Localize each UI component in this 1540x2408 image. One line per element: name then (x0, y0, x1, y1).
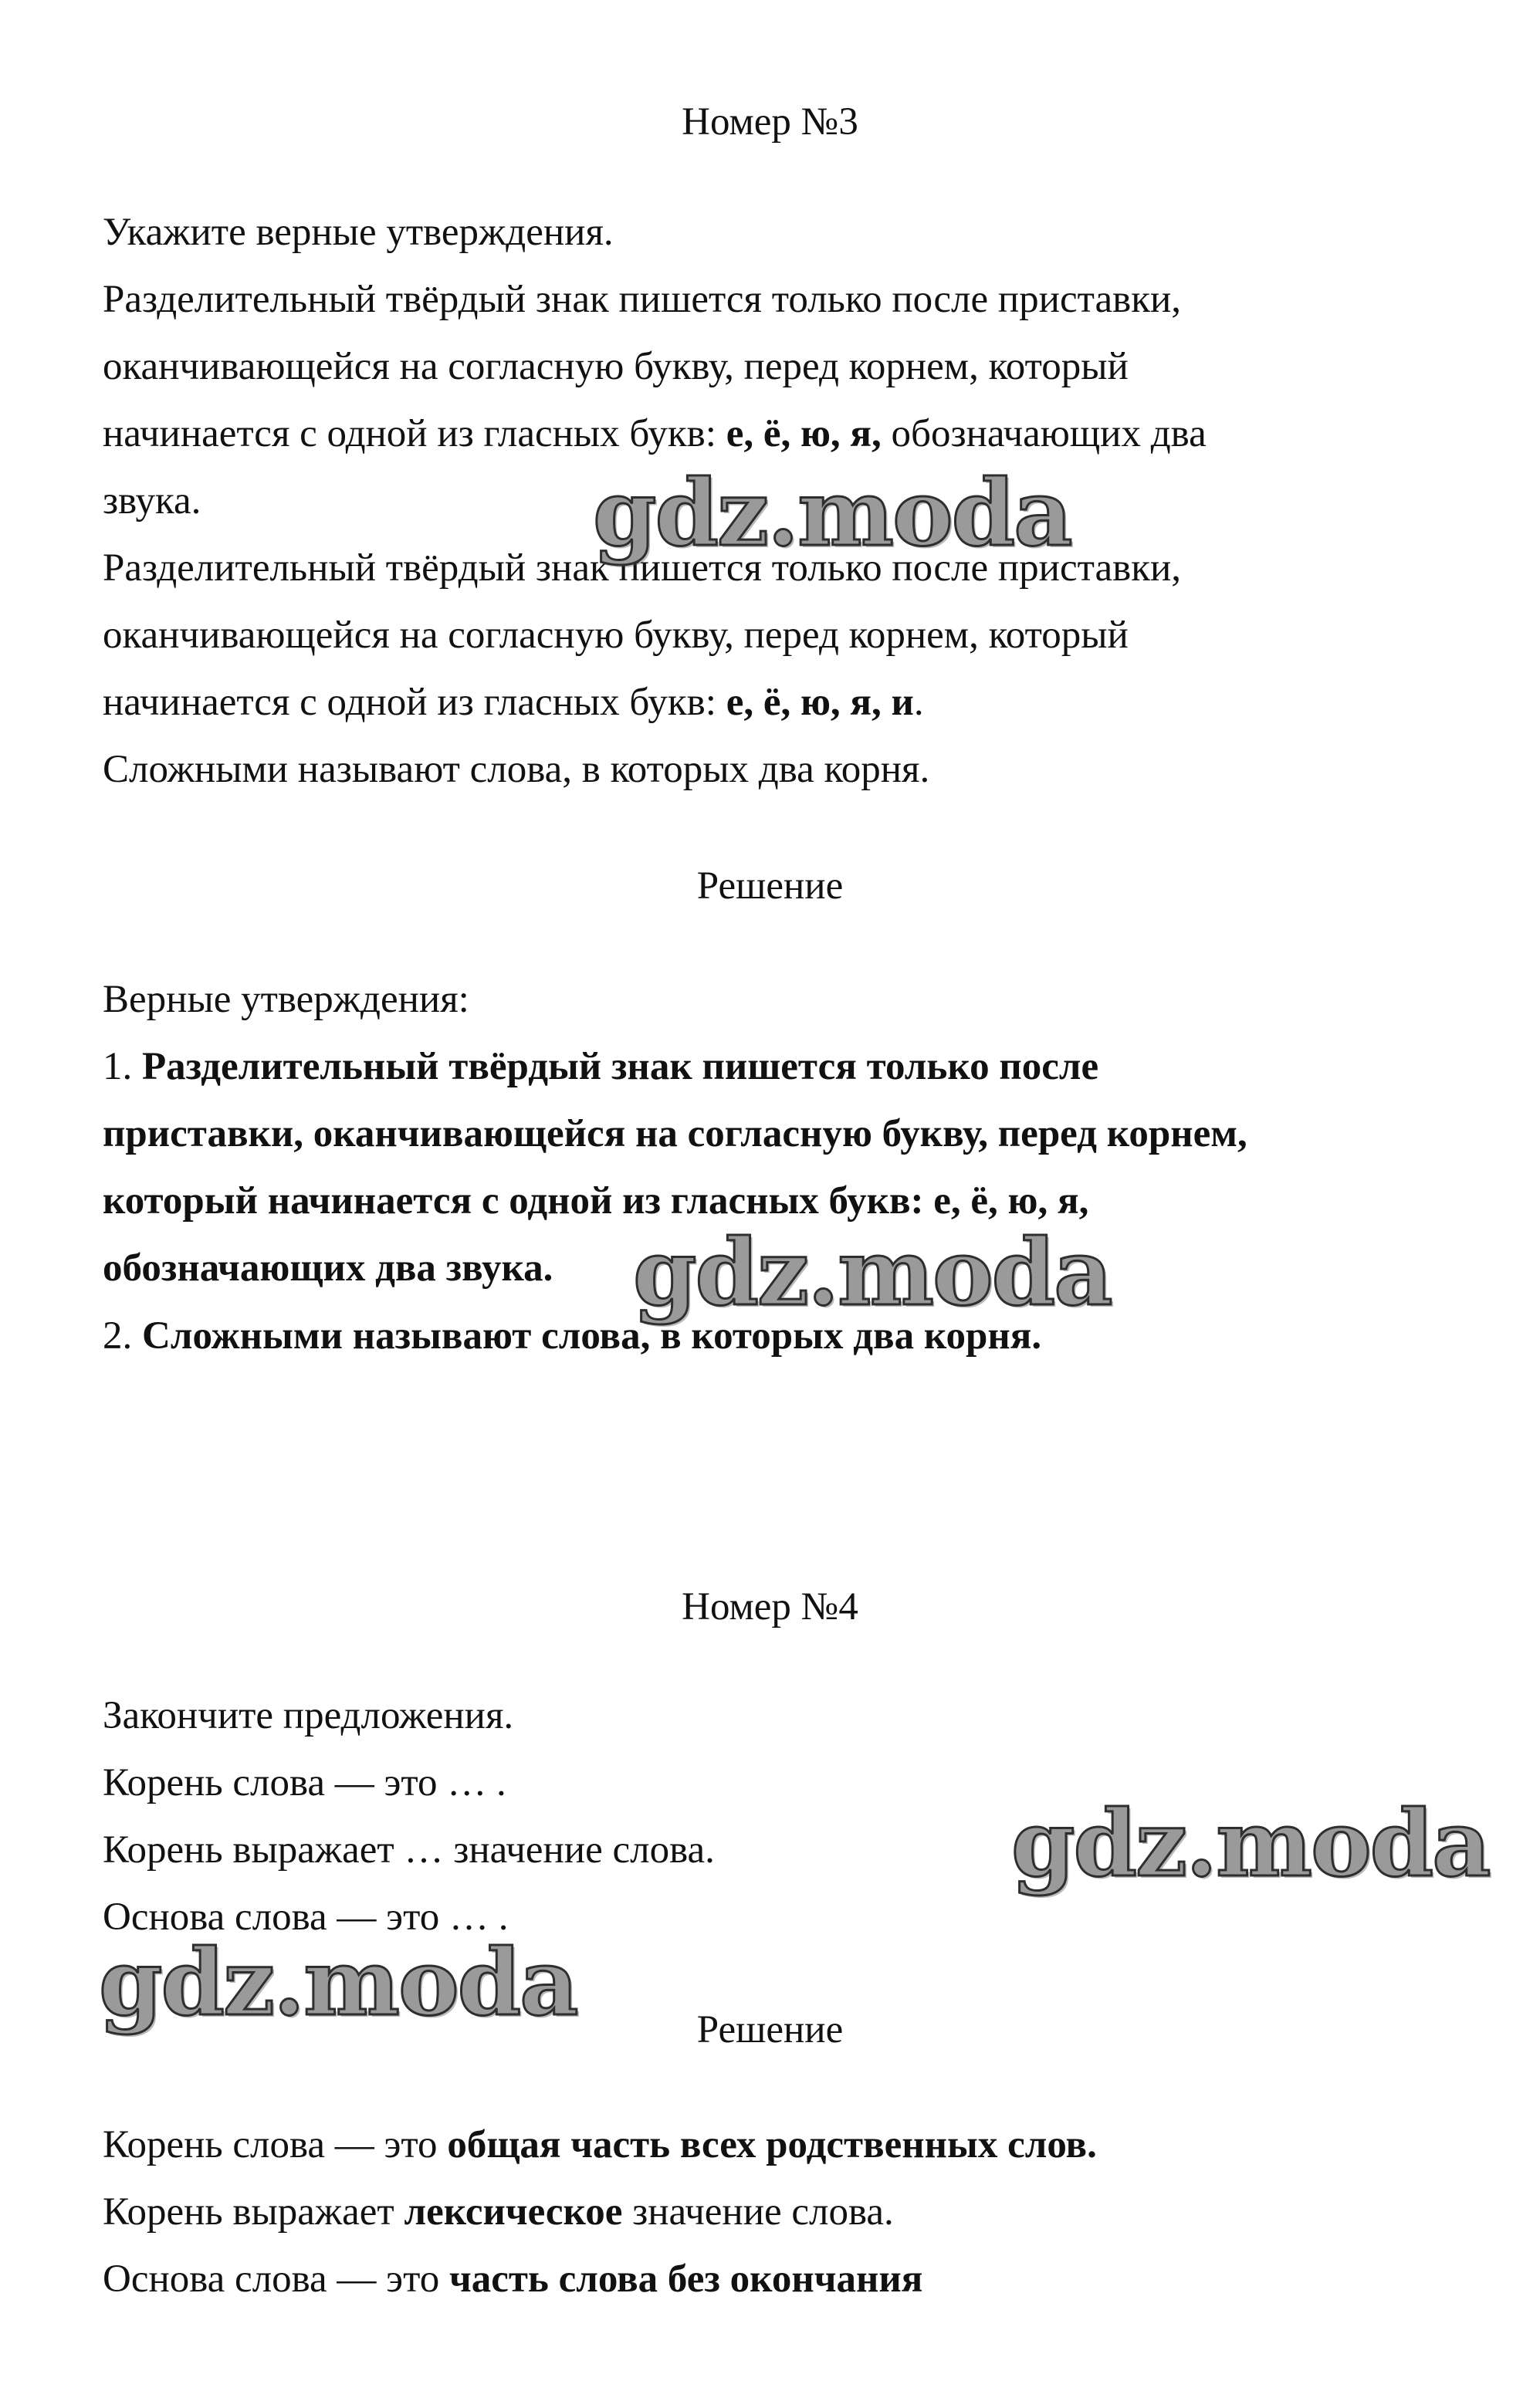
task4-answer1: Корень слова — это общая часть всех родственных слов. (103, 2123, 1097, 2166)
statement1-line3: начинается с одной из гласных букв: е, ё, ю, я, обозначающих два (103, 412, 1207, 455)
statement1-line1: Разделительный твёрдый знак пишется только после приставки, (103, 278, 1182, 321)
answer1-line1: 1. Разделительный твёрдый знак пишется только после (103, 1045, 1099, 1088)
answer1-line3: который начинается с одной из гласных букв: е, ё, ю, я, (103, 1179, 1089, 1223)
task4-question2: Корень выражает … значение слова. (103, 1828, 715, 1872)
watermark-logo: gdz.moda (1011, 1790, 1490, 1897)
watermark-logo: gdz.moda (99, 1929, 577, 2036)
task3-title: Номер №3 (682, 100, 858, 144)
watermark-logo: gdz.moda (593, 459, 1071, 566)
statement1-line2: оканчивающейся на согласную букву, перед корнем, который (103, 345, 1129, 388)
statement2-line1: Разделительный твёрдый знак пишется только после приставки, (103, 546, 1182, 590)
statement3: Сложными называют слова, в которых два корня. (103, 748, 930, 791)
statement1-line4: звука. (103, 479, 201, 523)
answer1-line4: обозначающих два звука. (103, 1246, 553, 1290)
task3-solution-title: Решение (696, 864, 844, 908)
task3-answer-intro: Верные утверждения: (103, 978, 469, 1021)
task4-title: Номер №4 (682, 1585, 858, 1628)
statement2-line2: оканчивающейся на согласную букву, перед корнем, который (103, 614, 1129, 657)
task4-solution-title: Решение (696, 2008, 844, 2051)
task3-instruction: Укажите верные утверждения. (103, 211, 614, 254)
task4-instruction: Закончите предложения. (103, 1694, 514, 1737)
task4-question1: Корень слова — это … . (103, 1761, 506, 1804)
task4-question3: Основа слова — это … . (103, 1896, 509, 1939)
watermark-logo: gdz.moda (633, 1219, 1112, 1326)
answer2: 2. Сложными называют слова, в которых два корня. (103, 1314, 1042, 1358)
task4-answer2: Корень выражает лексическое значение слова. (103, 2190, 894, 2234)
answer1-line2: приставки, оканчивающейся на согласную букву, перед корнем, (103, 1112, 1247, 1155)
statement2-line3: начинается с одной из гласных букв: е, ё, ю, я, и. (103, 681, 924, 724)
task4-answer3: Основа слова — это часть слова без окончания (103, 2258, 923, 2301)
